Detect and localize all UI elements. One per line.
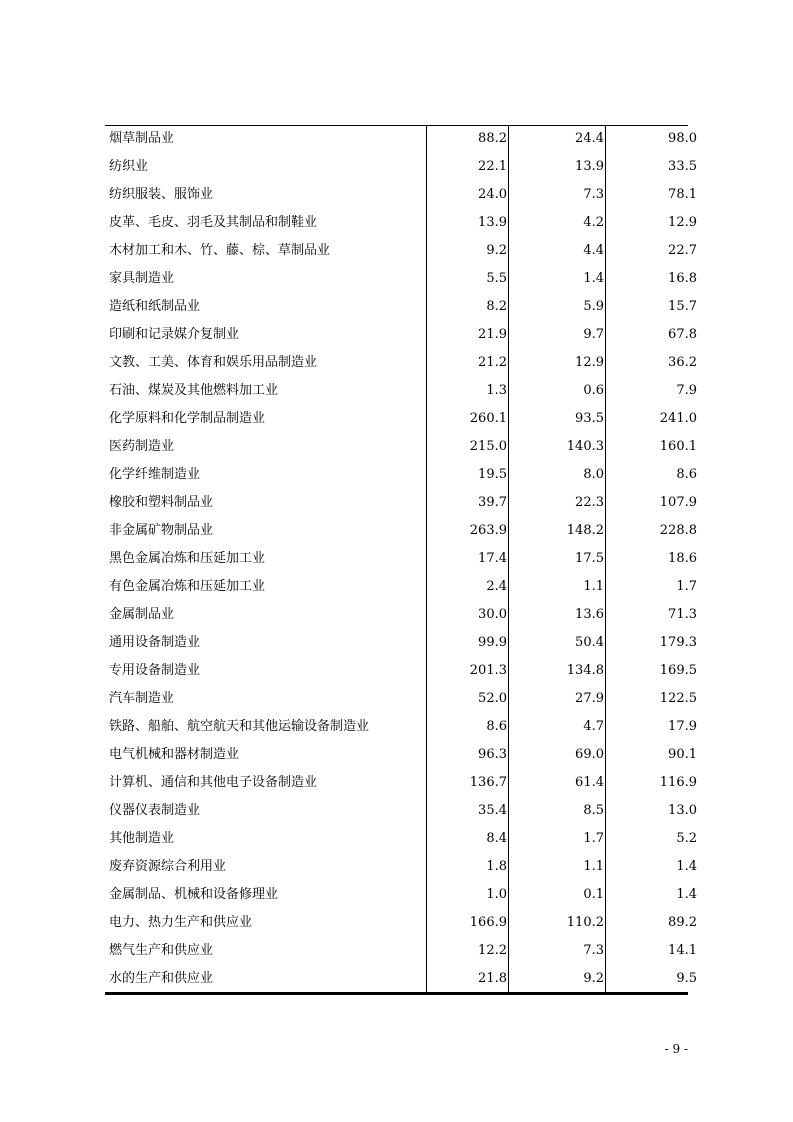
value-cell-col1: 263.9 xyxy=(427,517,509,545)
value-cell-col2: 7.3 xyxy=(509,937,606,965)
table-row xyxy=(105,825,698,853)
industry-name-cell: 医药制造业 xyxy=(109,439,175,454)
value-cell-col3: 18.6 xyxy=(606,545,699,573)
industry-name-cell: 水的生产和供应业 xyxy=(109,971,214,986)
value-cell-col2: 4.2 xyxy=(509,209,606,237)
value-cell-col1: 99.9 xyxy=(427,629,509,657)
value-cell-col1: 8.2 xyxy=(427,293,509,321)
value-cell-col2: 22.3 xyxy=(509,489,606,517)
table-row xyxy=(105,937,698,965)
value-cell-col3: 116.9 xyxy=(606,769,699,797)
value-cell-col3: 71.3 xyxy=(606,601,699,629)
industry-name-cell: 化学纤维制造业 xyxy=(109,467,201,482)
industry-name-cell: 家具制造业 xyxy=(109,271,175,286)
value-cell-col2: 7.3 xyxy=(509,181,606,209)
value-cell-col2: 69.0 xyxy=(509,741,606,769)
industry-name-cell: 汽车制造业 xyxy=(109,691,175,706)
value-cell-col1: 13.9 xyxy=(427,209,509,237)
value-cell-col3: 16.8 xyxy=(606,265,699,293)
value-cell-col2: 27.9 xyxy=(509,685,606,713)
value-cell-col1: 260.1 xyxy=(427,405,509,433)
table-row xyxy=(105,517,698,545)
value-cell-col1: 2.4 xyxy=(427,573,509,601)
value-cell-col3: 67.8 xyxy=(606,321,699,349)
value-cell-col3: 122.5 xyxy=(606,685,699,713)
industry-name-cell: 金属制品、机械和设备修理业 xyxy=(109,887,279,902)
value-cell-col1: 215.0 xyxy=(427,433,509,461)
value-cell-col2: 8.5 xyxy=(509,797,606,825)
value-cell-col1: 21.2 xyxy=(427,349,509,377)
value-cell-col1: 201.3 xyxy=(427,657,509,685)
value-cell-col3: 1.7 xyxy=(606,573,699,601)
value-cell-col2: 110.2 xyxy=(509,909,606,937)
table-row xyxy=(105,797,698,825)
page-number: - 9 - xyxy=(664,1042,688,1056)
value-cell-col3: 8.6 xyxy=(606,461,699,489)
value-cell-col2: 4.4 xyxy=(509,237,606,265)
table-row xyxy=(105,965,698,993)
industry-name-cell: 黑色金属冶炼和压延加工业 xyxy=(109,551,266,566)
value-cell-col1: 136.7 xyxy=(427,769,509,797)
table-row xyxy=(105,909,698,937)
industry-name-cell: 铁路、船舶、航空航天和其他运输设备制造业 xyxy=(109,719,370,734)
value-cell-col2: 13.6 xyxy=(509,601,606,629)
table-row xyxy=(105,685,698,713)
value-cell-col1: 96.3 xyxy=(427,741,509,769)
value-cell-col1: 1.0 xyxy=(427,881,509,909)
industry-name-cell: 化学原料和化学制品制造业 xyxy=(109,411,266,426)
value-cell-col3: 17.9 xyxy=(606,713,699,741)
value-cell-col2: 9.7 xyxy=(509,321,606,349)
value-cell-col3: 12.9 xyxy=(606,209,699,237)
value-cell-col1: 1.8 xyxy=(427,853,509,881)
value-cell-col2: 61.4 xyxy=(509,769,606,797)
value-cell-col1: 39.7 xyxy=(427,489,509,517)
value-cell-col2: 1.1 xyxy=(509,573,606,601)
value-cell-col2: 17.5 xyxy=(509,545,606,573)
value-cell-col3: 9.5 xyxy=(606,965,699,993)
value-cell-col1: 17.4 xyxy=(427,545,509,573)
industry-name-cell: 造纸和纸制品业 xyxy=(109,299,201,314)
value-cell-col2: 0.6 xyxy=(509,377,606,405)
value-cell-col2: 9.2 xyxy=(509,965,606,993)
table-row xyxy=(105,629,698,657)
table-row xyxy=(105,153,698,181)
value-cell-col2: 8.0 xyxy=(509,461,606,489)
value-cell-col2: 12.9 xyxy=(509,349,606,377)
industry-table xyxy=(105,125,698,993)
value-cell-col1: 21.9 xyxy=(427,321,509,349)
table-row xyxy=(105,321,698,349)
industry-name-cell: 橡胶和塑料制品业 xyxy=(109,495,214,510)
industry-name-cell: 有色金属冶炼和压延加工业 xyxy=(109,579,266,594)
industry-name-cell: 仪器仪表制造业 xyxy=(109,803,201,818)
industry-name-cell: 废弃资源综合利用业 xyxy=(109,859,227,874)
table-row xyxy=(105,601,698,629)
table-row xyxy=(105,741,698,769)
industry-name-cell: 金属制品业 xyxy=(109,607,175,622)
value-cell-col2: 24.4 xyxy=(509,125,606,153)
industry-name-cell: 文教、工美、体育和娱乐用品制造业 xyxy=(109,355,318,370)
industry-name-cell: 烟草制品业 xyxy=(109,131,175,146)
industry-name-cell: 非金属矿物制品业 xyxy=(109,523,214,538)
value-cell-col3: 22.7 xyxy=(606,237,699,265)
value-cell-col2: 1.4 xyxy=(509,265,606,293)
table-row xyxy=(105,265,698,293)
value-cell-col1: 24.0 xyxy=(427,181,509,209)
value-cell-col1: 21.8 xyxy=(427,965,509,993)
value-cell-col1: 30.0 xyxy=(427,601,509,629)
value-cell-col3: 33.5 xyxy=(606,153,699,181)
industry-name-cell: 纺织服装、服饰业 xyxy=(109,187,214,202)
table-row xyxy=(105,657,698,685)
table-row xyxy=(105,433,698,461)
value-cell-col3: 7.9 xyxy=(606,377,699,405)
industry-name-cell: 印刷和记录媒介复制业 xyxy=(109,327,240,342)
value-cell-col1: 166.9 xyxy=(427,909,509,937)
industry-name-cell: 纺织业 xyxy=(109,159,149,174)
industry-name-cell: 木材加工和木、竹、藤、棕、草制品业 xyxy=(109,243,331,258)
table-row xyxy=(105,377,698,405)
value-cell-col1: 19.5 xyxy=(427,461,509,489)
value-cell-col2: 140.3 xyxy=(509,433,606,461)
value-cell-col3: 98.0 xyxy=(606,125,699,153)
table-row xyxy=(105,237,698,265)
industry-name-cell: 石油、煤炭及其他燃料加工业 xyxy=(109,383,279,398)
value-cell-col1: 1.3 xyxy=(427,377,509,405)
value-cell-col3: 5.2 xyxy=(606,825,699,853)
value-cell-col1: 9.2 xyxy=(427,237,509,265)
value-cell-col2: 1.7 xyxy=(509,825,606,853)
table-row xyxy=(105,489,698,517)
value-cell-col3: 36.2 xyxy=(606,349,699,377)
value-cell-col2: 93.5 xyxy=(509,405,606,433)
value-cell-col2: 50.4 xyxy=(509,629,606,657)
industry-name-cell: 电力、热力生产和供应业 xyxy=(109,915,253,930)
industry-name-cell: 电气机械和器材制造业 xyxy=(109,747,240,762)
industry-name-cell: 其他制造业 xyxy=(109,831,175,846)
value-cell-col3: 89.2 xyxy=(606,909,699,937)
value-cell-col1: 8.6 xyxy=(427,713,509,741)
value-cell-col1: 12.2 xyxy=(427,937,509,965)
industry-name-cell: 专用设备制造业 xyxy=(109,663,201,678)
value-cell-col3: 1.4 xyxy=(606,881,699,909)
table-bottom-rule xyxy=(105,992,688,995)
value-cell-col2: 4.7 xyxy=(509,713,606,741)
value-cell-col2: 148.2 xyxy=(509,517,606,545)
industry-name-cell: 燃气生产和供应业 xyxy=(109,943,214,958)
table-row xyxy=(105,405,698,433)
table-row xyxy=(105,573,698,601)
value-cell-col3: 241.0 xyxy=(606,405,699,433)
industry-name-cell: 计算机、通信和其他电子设备制造业 xyxy=(109,775,318,790)
table-row xyxy=(105,209,698,237)
table-body xyxy=(105,125,698,993)
value-cell-col3: 78.1 xyxy=(606,181,699,209)
value-cell-col3: 1.4 xyxy=(606,853,699,881)
value-cell-col2: 13.9 xyxy=(509,153,606,181)
table-row xyxy=(105,853,698,881)
value-cell-col3: 90.1 xyxy=(606,741,699,769)
value-cell-col1: 35.4 xyxy=(427,797,509,825)
table-row xyxy=(105,293,698,321)
value-cell-col3: 160.1 xyxy=(606,433,699,461)
value-cell-col3: 228.8 xyxy=(606,517,699,545)
table-row xyxy=(105,545,698,573)
table-row xyxy=(105,881,698,909)
industry-name-cell: 皮革、毛皮、羽毛及其制品和制鞋业 xyxy=(109,215,318,230)
value-cell-col3: 169.5 xyxy=(606,657,699,685)
value-cell-col1: 8.4 xyxy=(427,825,509,853)
table-row xyxy=(105,461,698,489)
value-cell-col2: 1.1 xyxy=(509,853,606,881)
value-cell-col3: 15.7 xyxy=(606,293,699,321)
value-cell-col3: 14.1 xyxy=(606,937,699,965)
table-row xyxy=(105,349,698,377)
industry-name-cell: 通用设备制造业 xyxy=(109,635,201,650)
table-row xyxy=(105,181,698,209)
table-row xyxy=(105,769,698,797)
value-cell-col3: 13.0 xyxy=(606,797,699,825)
table-row xyxy=(105,713,698,741)
value-cell-col3: 179.3 xyxy=(606,629,699,657)
value-cell-col1: 22.1 xyxy=(427,153,509,181)
value-cell-col1: 5.5 xyxy=(427,265,509,293)
value-cell-col2: 134.8 xyxy=(509,657,606,685)
value-cell-col2: 0.1 xyxy=(509,881,606,909)
value-cell-col1: 52.0 xyxy=(427,685,509,713)
value-cell-col2: 5.9 xyxy=(509,293,606,321)
table-row xyxy=(105,125,698,153)
value-cell-col3: 107.9 xyxy=(606,489,699,517)
value-cell-col1: 88.2 xyxy=(427,125,509,153)
